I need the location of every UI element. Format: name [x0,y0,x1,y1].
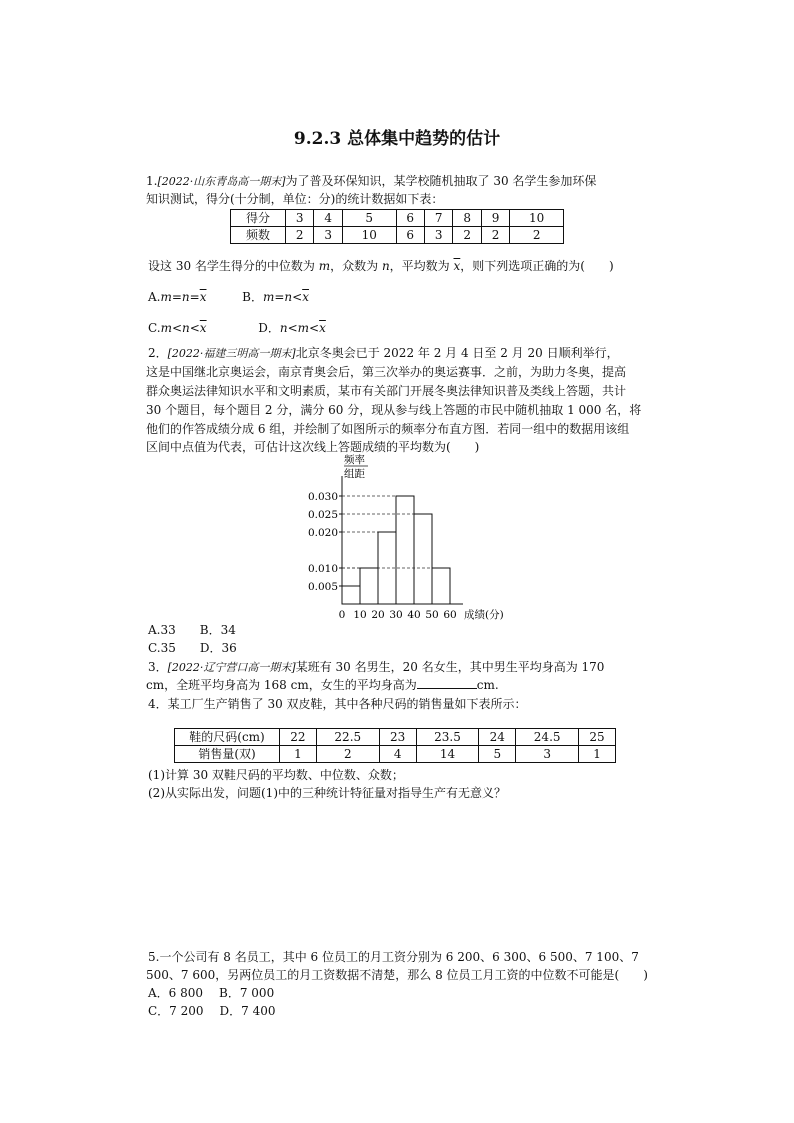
y-axis-label-bottom: 组距 [344,468,365,480]
q1-var-n: n [381,259,390,273]
q2-source: [2022·福建三明高一期末] [167,347,296,360]
q2-option-c[interactable]: C.35 [148,641,176,655]
q1-option-a-rel: m=n= [160,290,200,304]
q4-sales-label: 销售量(双) [175,746,280,763]
q1-option-b-xbar: $\overline{x}$ [302,290,309,304]
q4-sales-cell: 5 [479,746,516,763]
q3-number: 3． [148,660,168,674]
q1-freq-cell: 3 [424,227,452,244]
q1-score-cell: 7 [424,210,452,227]
q4-shoe-table [174,728,616,763]
q4-size-cell: 22 [280,729,317,746]
page-title: 9.2.3 总体集中趋势的估计 [293,129,501,149]
q5-line2: 500、7 600，另两位员工的月工资数据不清楚，那么 8 位员工月工资的中位数不可能是( ) [146,968,648,982]
q2-text1: 北京冬奥会已于 2022 年 2 月 4 日至 2 月 20 日顺利举行， [295,346,619,360]
q2-option-a[interactable]: A.33 [148,623,176,637]
histogram-bar [396,496,414,604]
q1-stem [148,258,614,274]
q4-size-cell: 23.5 [416,729,479,746]
q1-var-xbar: $\overline{x}$ [453,259,461,273]
histogram-bar [360,568,378,604]
q5-option-c[interactable]: C．7 200 [148,1004,204,1018]
q4-line1: 4．某工厂生产销售了 30 双皮鞋，其中各种尺码的销售量如下表所示： [148,697,527,711]
q5-option-a[interactable]: A．6 800 [148,986,204,1000]
q1-options-ab [148,289,309,305]
x-axis-label: 成绩(分) [464,609,504,621]
q5-option-d[interactable]: D．7 400 [219,1004,276,1018]
q4-sub2: (2)从实际出发，问题(1)中的三种统计特征量对指导生产有无意义？ [148,786,506,800]
q2-line3: 群众奥运法律知识水平和文明素质，某市有关部门开展冬奥法律知识普及类线上答题，共计 [146,384,627,398]
q4-size-cell: 25 [579,729,616,746]
y-tick-label: 0.005 [307,581,338,593]
x-tick-label: 60 [443,609,457,621]
q2-line2: 这是中国继北京奥运会，南京青奥会后，第三次举办的奥运赛事．之前，为助力冬奥，提高 [146,365,627,379]
q1-score-cell: 5 [342,210,396,227]
x-tick-label: 10 [353,609,367,621]
q2-options-ab [148,622,236,638]
q1-source: [2022·山东青岛高一期末] [157,175,286,188]
histogram-bar [414,514,432,604]
q2-option-d[interactable]: D．36 [199,641,237,655]
q5-option-b[interactable]: B．7 000 [219,986,275,1000]
q1-score-cell: 3 [286,210,314,227]
q4-sales-cell: 14 [416,746,479,763]
q1-freq-cell: 2 [510,227,564,244]
q3-text2: cm，全班平均身高为 168 cm，女生的平均身高为 [146,678,417,692]
q1-freq-label: 频数 [231,227,286,244]
q5-options-ab [148,985,274,1001]
y-tick-label: 0.010 [307,563,338,575]
q1-option-b[interactable] [242,290,309,304]
q1-freq-cell: 2 [286,227,314,244]
q3-answer-blank[interactable] [417,677,477,689]
y-tick-label: 0.020 [307,527,338,539]
q1-option-a-label: A. [148,290,161,304]
q4-size-cell: 24.5 [516,729,579,746]
q4-sales-cell: 1 [579,746,616,763]
x-tick-label: 30 [389,609,403,621]
q4-sub1: (1)计算 30 双鞋尺码的平均数、中位数、众数； [148,768,404,782]
q1-var-m: m [318,259,331,273]
q1-freq-cell: 3 [314,227,342,244]
q1-stem-a: 设这 30 名学生得分的中位数为 [148,259,319,273]
y-axis-label-top: 频率 [344,454,365,466]
q2-options-cd [148,640,237,656]
q3-line2 [146,677,499,693]
q1-option-b-rel: m=n< [262,290,303,304]
q1-option-a-xbar: $\overline{x}$ [199,290,207,304]
q1-stem-b: ，众数为 [330,259,382,273]
q1-score-cell: 10 [510,210,564,227]
q2-line5: 他们的作答成绩分成 6 组，并绘制了如图所示的频率分布直方图．若同一组中的数据用该组 [146,422,630,436]
q1-options-cd [148,320,326,336]
histogram-bar [432,568,450,604]
q1-option-a[interactable] [148,290,206,304]
frequency-histogram [300,452,530,622]
q1-freq-cell: 6 [396,227,424,244]
q1-option-d-label: D． [258,321,280,335]
y-tick-label: 0.025 [307,509,338,521]
q1-score-cell: 8 [453,210,481,227]
x-tick-label: 40 [407,609,421,621]
q1-freq-cell: 2 [453,227,481,244]
q5-options-cd [148,1003,276,1019]
histogram-bar [342,586,360,604]
x-tick-label: 20 [371,609,385,621]
q3-unit: cm. [476,678,499,692]
q4-size-cell: 23 [379,729,416,746]
q4-sales-cell: 2 [316,746,379,763]
q1-option-d-xbar: $\overline{x}$ [319,321,326,335]
q3-source: [2022·辽宁营口高一期末] [167,661,296,674]
x-tick-label: 0 [338,609,346,621]
q4-size-cell: 24 [479,729,516,746]
q1-stem-c: ，平均数为 [389,259,454,273]
q1-option-d-rel: n<m< [279,321,320,335]
q1-option-b-label: B． [242,290,263,304]
q4-sales-cell: 3 [516,746,579,763]
q1-score-cell: 6 [396,210,424,227]
q4-sales-cell: 1 [280,746,317,763]
q1-stem-d: ，则下列选项正确的为( ) [460,259,614,273]
q1-line1 [146,173,596,190]
q1-score-cell: 9 [481,210,509,227]
q3-text1: 某班有 30 名男生，20 名女生，其中男生平均身高为 170 [295,660,605,674]
q5-line1: 5.一个公司有 8 名员工，其中 6 位员工的月工资分别为 6 200、6 300、6 500、7 100、7 [148,950,639,964]
q4-sales-cell: 4 [379,746,416,763]
q1-freq-cell: 2 [481,227,509,244]
x-tick-label: 50 [425,609,439,621]
q2-option-b[interactable]: B．34 [199,623,236,637]
q2-line6: 区间中点值为代表，可估计这次线上答题成绩的平均数为( ) [146,440,480,454]
q1-score-cell: 4 [314,210,342,227]
q1-freq-cell: 10 [342,227,396,244]
q1-score-table [230,209,564,244]
q1-option-c-label: C. [148,321,161,335]
q2-number: 2． [148,346,168,360]
q1-score-label: 得分 [231,210,286,227]
q1-option-d[interactable] [258,321,326,335]
q4-size-cell: 22.5 [316,729,379,746]
q1-line2: 知识测试，得分(十分制，单位：分)的统计数据如下表： [146,192,444,206]
q1-number: 1. [146,174,158,188]
y-tick-label: 0.030 [307,491,338,503]
q1-option-c-xbar: $\overline{x}$ [199,321,207,335]
q1-option-c-rel: m<n< [160,321,200,335]
q3-line1 [148,659,604,676]
q2-line4: 30 个题目，每个题目 2 分，满分 60 分，现从参与线上答题的市民中随机抽取 1 000 名，将 [146,403,642,417]
q1-option-c[interactable] [148,321,207,335]
q2-line1 [148,345,619,362]
q1-text1: 为了普及环保知识，某学校随机抽取了 30 名学生参加环保 [285,174,597,188]
q4-size-label: 鞋的尺码(cm) [175,729,280,746]
